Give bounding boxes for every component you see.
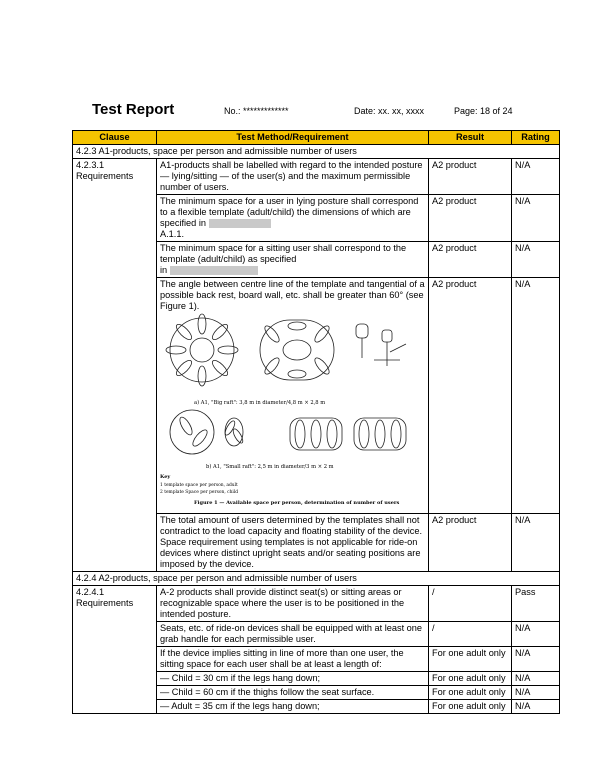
result-cell: A2 product <box>429 242 512 278</box>
rating-cell: N/A <box>512 672 560 686</box>
report-title: Test Report <box>92 101 175 118</box>
requirement-cell <box>157 242 429 278</box>
table-row <box>73 586 560 622</box>
requirement-text: Space requirement using templates is not applicable for ride-on devices where distinct upright seats and/or seating positions are imposed by the device. <box>160 537 421 569</box>
figure-1-drawing <box>160 312 422 508</box>
template-detail-sketch <box>356 324 406 366</box>
col-result: Result <box>429 131 512 145</box>
table-row <box>73 159 560 195</box>
rating-cell: N/A <box>512 195 560 242</box>
requirement-cell <box>157 514 429 572</box>
rating-cell: N/A <box>512 242 560 278</box>
rating-cell: N/A <box>512 278 560 514</box>
requirement-cell: A-2 products shall provide distinct seat(s) or sitting areas or recognizable space where the user is to be positioned in the intended posture. <box>157 586 429 622</box>
section-title: 4.2.4 A2-products, space per person and admissible number of users <box>73 572 560 586</box>
requirement-text: The angle between centre line of the template and tangential of a possible back rest, board wall, etc. shall be greater than 60° (see Figure 1). <box>160 279 425 311</box>
rating-cell: Pass <box>512 586 560 622</box>
result-cell: For one adult only <box>429 647 512 672</box>
result-cell: For one adult only <box>429 672 512 686</box>
requirement-text: The minimum space for a user in lying posture shall correspond to a flexible template (adult/child) the dimensions of which are specified in <box>160 196 419 228</box>
requirement-text: in <box>160 265 168 275</box>
page-number: Page: 18 of 24 <box>454 106 513 116</box>
result-cell: / <box>429 622 512 647</box>
table-header-row <box>73 131 560 145</box>
rating-cell: N/A <box>512 622 560 647</box>
figure-caption-b: b) A1, "Small raft": 2,5 m in diameter/3 m × 2 m <box>206 464 334 470</box>
rating-cell: N/A <box>512 647 560 672</box>
section-title: 4.2.3 A1-products, space per person and admissible number of users <box>73 145 560 159</box>
small-raft-rect-outline <box>290 418 342 450</box>
result-cell: A2 product <box>429 195 512 242</box>
report-date: Date: xx. xx, xxxx <box>354 106 425 116</box>
figure-1 <box>160 312 425 512</box>
figure-caption-a: a) A1, "Big raft": 3,8 m in diameter/4,8 m × 2,8 m <box>194 400 326 406</box>
section-row <box>73 572 560 586</box>
requirement-cell: Seats, etc. of ride-on devices shall be equipped with at least one grab handle for each permissible user. <box>157 622 429 647</box>
redacted-block <box>209 219 271 228</box>
requirement-cell <box>157 195 429 242</box>
col-requirement: Test Method/Requirement <box>157 131 429 145</box>
redacted-block <box>170 266 258 275</box>
clause-cell: 4.2.4.1 Requirements <box>73 586 157 714</box>
result-cell: For one adult only <box>429 686 512 700</box>
template-petals-round <box>166 314 238 386</box>
requirement-text: A.1.1. <box>160 229 185 239</box>
requirement-cell: — Child = 30 cm if the legs hang down; <box>157 672 429 686</box>
rating-cell: N/A <box>512 159 560 195</box>
requirement-cell: If the device implies sitting in line of more than one user, the sitting space for each user shall be at least a length of: <box>157 647 429 672</box>
col-rating: Rating <box>512 131 560 145</box>
report-header <box>92 101 560 121</box>
requirement-cell: — Adult = 35 cm if the legs hang down; <box>157 700 429 714</box>
requirement-cell: A1-products shall be labelled with regard to the intended posture — lying/sitting — of the user(s) and the maximum permissible number of users. <box>157 159 429 195</box>
report-number: No.: ************* <box>224 106 289 116</box>
result-cell: A2 product <box>429 278 512 514</box>
result-cell: For one adult only <box>429 700 512 714</box>
result-cell: A2 product <box>429 159 512 195</box>
report-table <box>72 130 560 714</box>
figure-key-1: 1 template space per person, adult <box>160 483 238 488</box>
figure-key-title: Key <box>160 474 171 480</box>
col-clause: Clause <box>73 131 157 145</box>
big-raft-round-outline <box>170 318 234 382</box>
clause-cell: 4.2.3.1 Requirements <box>73 159 157 572</box>
rating-cell: N/A <box>512 700 560 714</box>
requirement-cell <box>157 278 429 514</box>
requirement-text: The total amount of users determined by the templates shall not contradict to the load capacity and floating stability of the device. <box>160 515 423 536</box>
result-cell: / <box>429 586 512 622</box>
rating-cell: N/A <box>512 514 560 572</box>
section-row <box>73 145 560 159</box>
requirement-cell: — Child = 60 cm if the thighs follow the seat surface. <box>157 686 429 700</box>
big-raft-oval-outline <box>260 320 334 380</box>
requirement-text: The minimum space for a sitting user shall correspond to the template (adult/child) as specified <box>160 243 407 264</box>
figure-key-2: 2 template Space per person, child <box>160 490 239 495</box>
figure-title: Figure 1 — Available space per person, determination of number of users <box>194 500 400 506</box>
result-cell: A2 product <box>429 514 512 572</box>
rating-cell: N/A <box>512 686 560 700</box>
